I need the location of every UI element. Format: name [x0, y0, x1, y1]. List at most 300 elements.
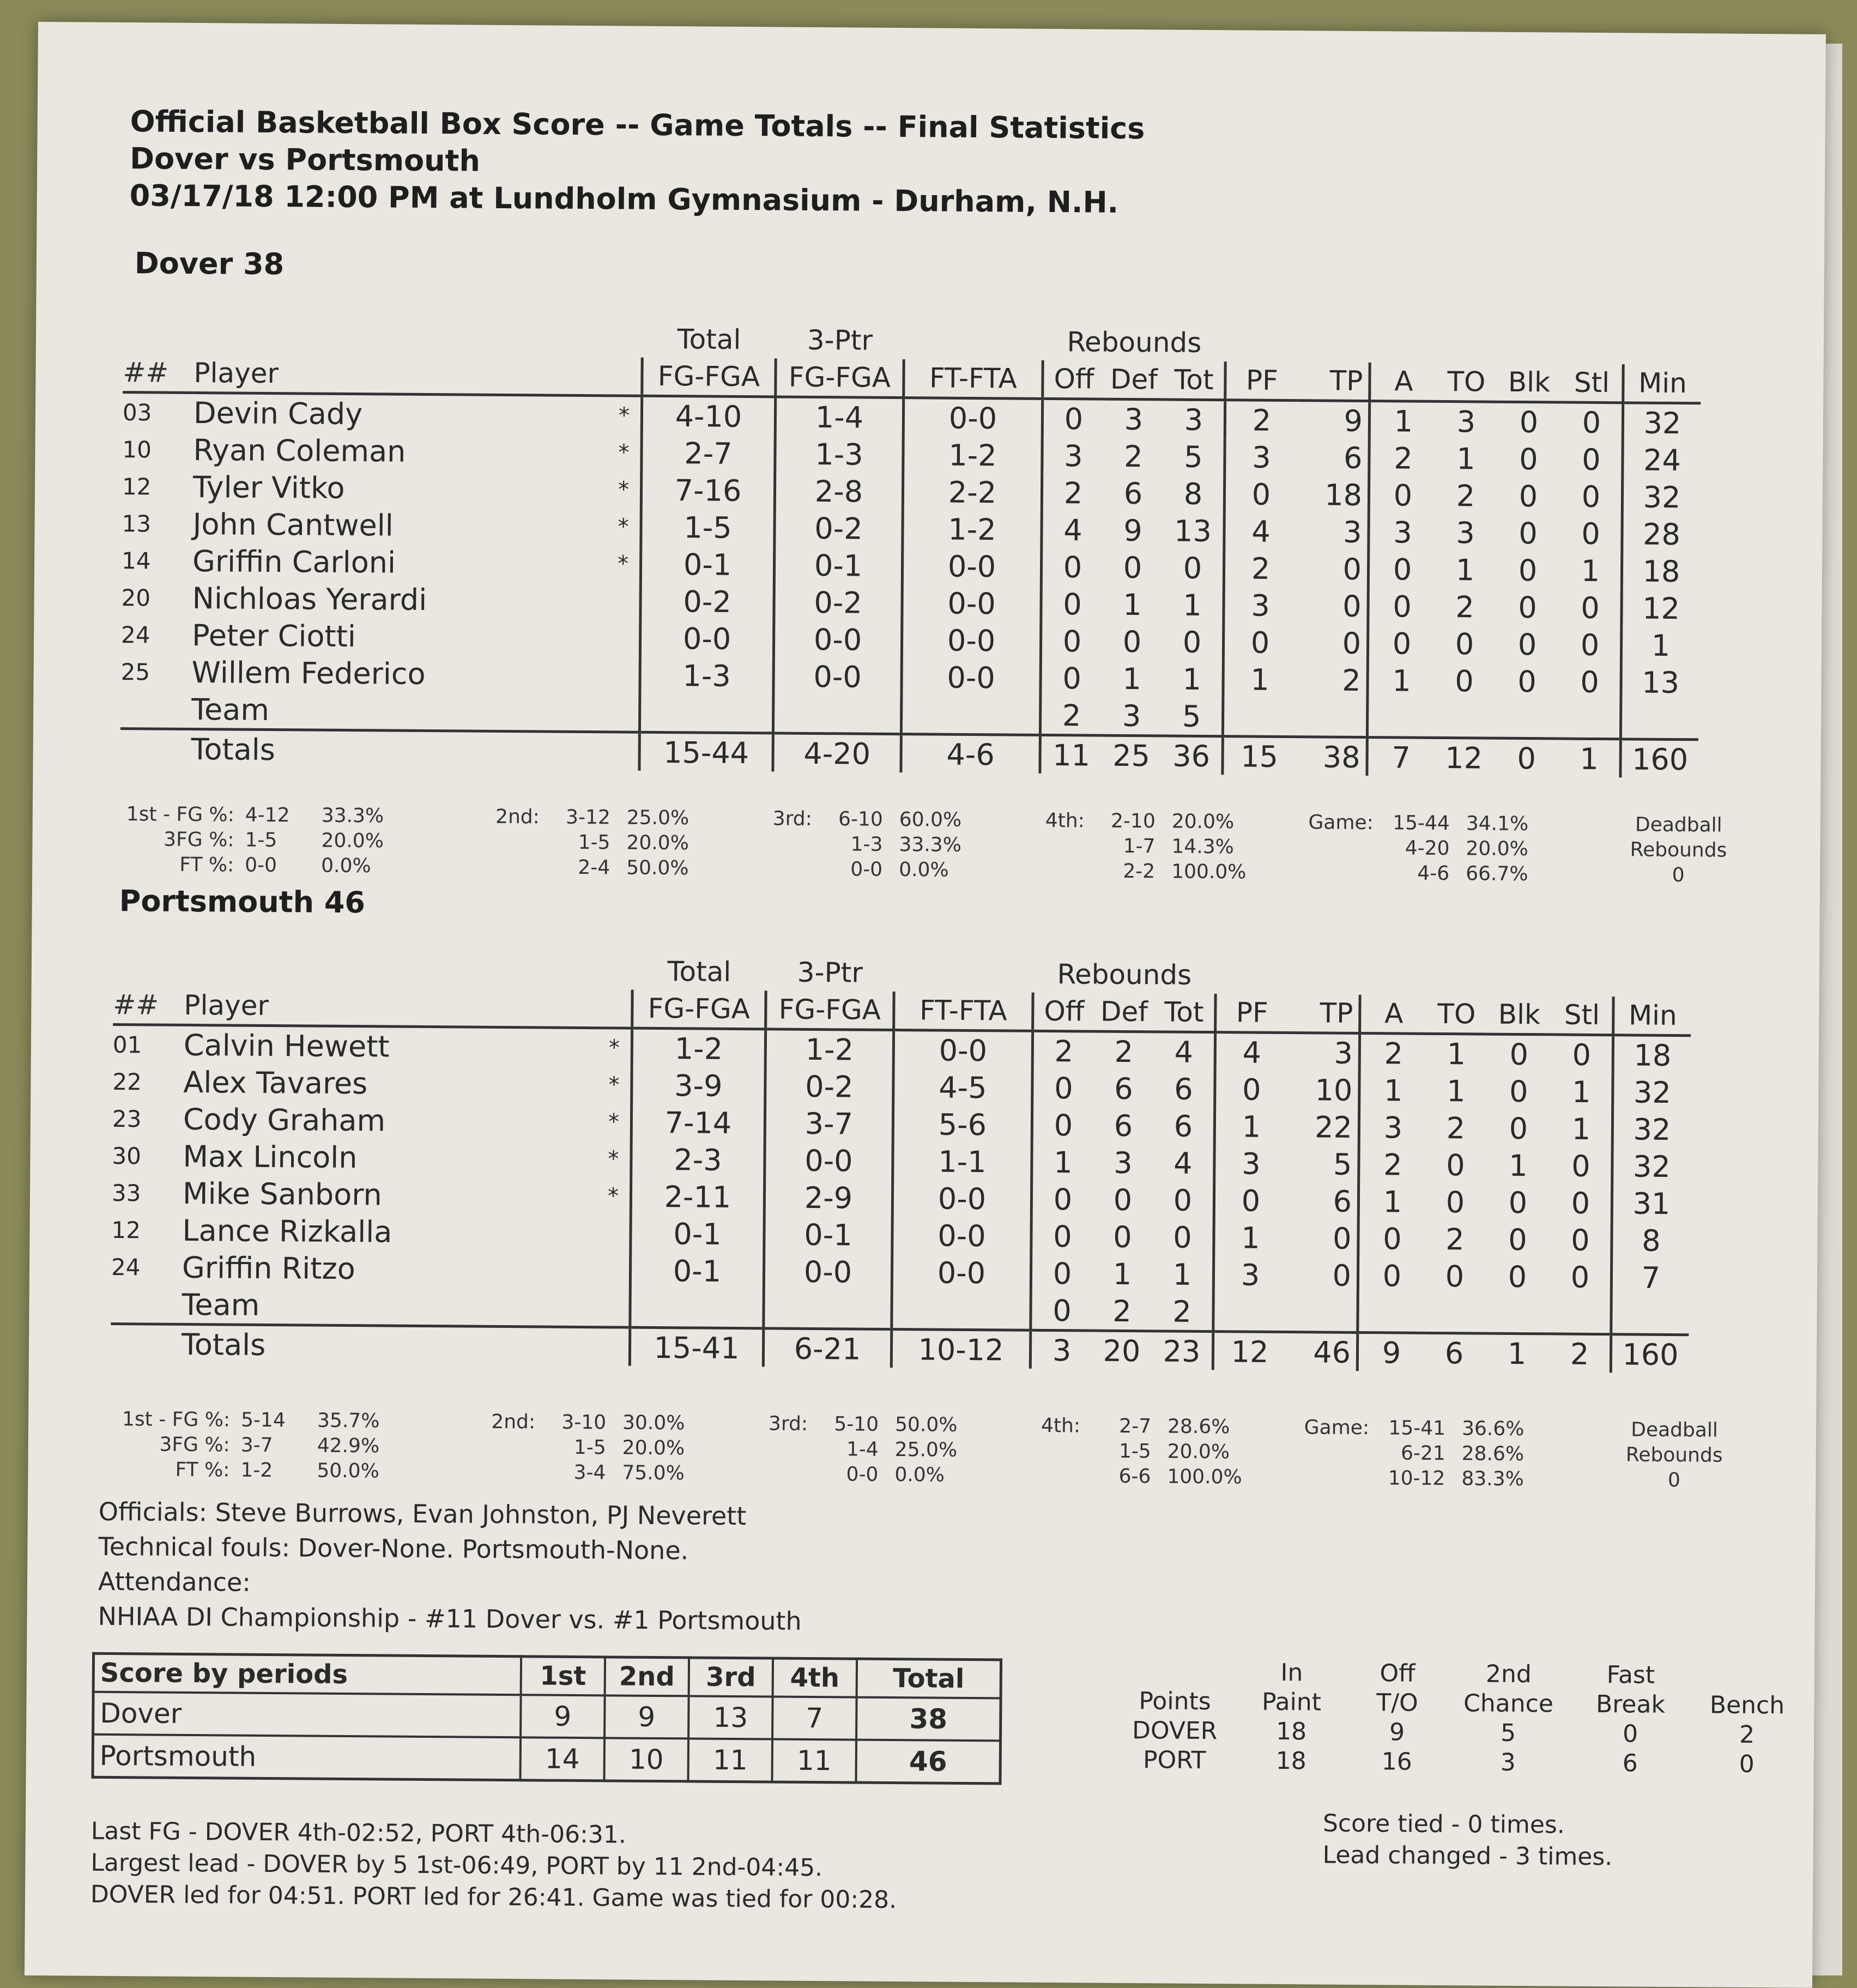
stat-off: 0 [1031, 1255, 1092, 1292]
pct-line: 6-21 [1400, 1442, 1445, 1465]
stat-to: 2 [1445, 1222, 1465, 1256]
stat-pf: 3 [1242, 1146, 1261, 1181]
stat-pf: 4 [1251, 514, 1271, 549]
score-header-row [93, 1653, 1001, 1698]
pct-line: 15-41 [1388, 1417, 1446, 1440]
points-header-cell: Break [1595, 1690, 1666, 1719]
stat-pf: 1 [1241, 1220, 1260, 1255]
stat-fg: 0-0 [640, 620, 773, 658]
starter-mark [606, 582, 640, 619]
score-row-portsmouth [93, 1735, 1001, 1784]
pct-line: Rebounds [1630, 838, 1727, 862]
pct-2nd-pct [622, 1411, 704, 1487]
stat-stl: 0 [1560, 589, 1622, 627]
score-header-total: Total [857, 1659, 1001, 1698]
stat-ft: 1-1 [893, 1143, 1032, 1181]
stat-to: 1 [1455, 552, 1475, 587]
stat-tot: 2 [1152, 1292, 1213, 1331]
stat-fg: 4-10 [642, 396, 775, 435]
pct-line: 30.0% [622, 1411, 685, 1435]
stat-to: 1 [1447, 1036, 1466, 1071]
pct-line: 1-5 [578, 831, 610, 854]
pct-3rd-label [758, 806, 812, 832]
header-tp: TP [1287, 994, 1360, 1033]
total-def: 25 [1101, 735, 1161, 774]
stat-tp [1285, 1294, 1358, 1332]
stat-blk: 0 [1517, 627, 1537, 662]
stat-min: 31 [1632, 1186, 1671, 1221]
stat-pf: 3 [1241, 1257, 1260, 1292]
starter-mark: * [618, 514, 629, 540]
points-header-bottom [1116, 1686, 1805, 1720]
player-number: 01 [112, 1031, 142, 1058]
stat-tp: 6 [1297, 439, 1369, 476]
header-number: ## [113, 986, 184, 1025]
player-number: 25 [120, 658, 150, 685]
stat-tot: 5 [1162, 697, 1223, 736]
blank-cell [598, 952, 633, 989]
header-a: A [1370, 362, 1437, 401]
points-cell: 18 [1275, 1747, 1306, 1775]
team-title-dover: Dover 38 [134, 246, 285, 282]
stat-ft: 0-0 [893, 1030, 1032, 1069]
pct-4th-pct [1167, 1415, 1260, 1490]
total-to: 12 [1433, 738, 1493, 776]
points-cell: 5 [1500, 1719, 1516, 1747]
player-number [120, 690, 191, 729]
pct-line: 3-10 [561, 1411, 607, 1434]
pct-line: 50.0% [894, 1413, 958, 1436]
stat-ft: 0-0 [902, 658, 1041, 697]
pct-1st-made [245, 803, 305, 879]
pct-line: 0.0% [899, 859, 949, 881]
points-header-cell [1117, 1657, 1233, 1687]
stat-stl: 0 [1559, 663, 1621, 701]
stat-ft: 0-0 [903, 398, 1042, 437]
points-header-cell [1689, 1660, 1806, 1690]
score-period: 9 [604, 1695, 689, 1738]
points-cell: 3 [1500, 1748, 1516, 1776]
stat-to: 0 [1455, 626, 1474, 661]
total-fg: 15-44 [639, 732, 773, 771]
stat-blk: 0 [1519, 442, 1538, 476]
points-cell: 9 [1389, 1718, 1405, 1747]
pct-2nd-pct [626, 806, 709, 881]
stat-ft: 4-5 [893, 1068, 1032, 1107]
stat-stl: 0 [1550, 1221, 1612, 1259]
stat-tp: 3 [1287, 1033, 1360, 1072]
lead-changed-line: Lead changed - 3 times. [1322, 1841, 1613, 1871]
pct-3rd-label [753, 1411, 808, 1437]
player-name: John Cantwell [192, 506, 394, 543]
pct-line: 5-14 [240, 1409, 286, 1432]
score-header-3rd: 3rd [689, 1658, 773, 1697]
header-rebounds: Rebounds [1067, 326, 1202, 359]
stat-fg: 2-3 [631, 1141, 765, 1179]
stat-tp3 [764, 1290, 892, 1329]
stat-blk: 0 [1509, 1111, 1528, 1146]
stat-tp3: 0-1 [774, 546, 902, 584]
header-stl: Stl [1562, 364, 1623, 403]
stat-tp: 0 [1286, 1256, 1358, 1294]
stat-def: 1 [1122, 661, 1142, 696]
total-ft: 4-6 [901, 734, 1040, 774]
player-number: 14 [121, 547, 151, 574]
points-summary-table [1116, 1657, 1806, 1779]
stat-fg: 0-2 [640, 583, 774, 621]
pct-labels [103, 802, 234, 878]
pct-1st-pct [321, 803, 403, 879]
pct-2nd-label [481, 1410, 535, 1435]
stat-blk [1494, 700, 1559, 739]
stat-off: 0 [1042, 398, 1104, 437]
pct-line: 20.0% [626, 831, 689, 855]
stat-fg [630, 1289, 764, 1328]
stat-a: 2 [1394, 440, 1413, 476]
player-number: 22 [112, 1068, 142, 1095]
game-notes [98, 1494, 802, 1639]
player-name: Ryan Coleman [193, 432, 406, 469]
total-tp3: 6-21 [763, 1328, 891, 1368]
total-blk: 0 [1493, 738, 1559, 777]
stat-min [1611, 1296, 1689, 1334]
stat-a [1367, 699, 1434, 738]
pct-line: 50.0% [317, 1459, 379, 1483]
pct-line: 4-12 [245, 803, 290, 827]
points-row-dover [1116, 1715, 1805, 1750]
player-name: Peter Ciotti [191, 618, 356, 654]
points-cell: 0 [1739, 1750, 1755, 1778]
stat-tot: 4 [1153, 1144, 1214, 1182]
stat-to [1424, 1295, 1484, 1333]
points-row-port [1116, 1745, 1805, 1779]
stat-a: 1 [1392, 663, 1412, 698]
header-number: ## [123, 354, 193, 392]
header-to: TO [1426, 995, 1486, 1034]
pct-line: 28.6% [1461, 1442, 1525, 1466]
starter-mark: * [608, 1035, 620, 1061]
stat-fg [639, 694, 773, 733]
pct-line: 0-0 [850, 858, 883, 881]
stat-tot: 6 [1153, 1070, 1215, 1108]
stat-def: 6 [1114, 1108, 1133, 1143]
pct-line: 1st - FG %: [122, 1408, 231, 1431]
pct-line: 66.7% [1466, 862, 1528, 886]
score-period: 7 [772, 1696, 857, 1739]
stat-pf [1213, 1293, 1286, 1332]
blank-cell [596, 1327, 630, 1366]
stat-tot: 0 [1153, 1181, 1214, 1219]
pct-line: 1-4 [846, 1438, 879, 1461]
pct-line: 0-0 [245, 854, 277, 877]
stat-a: 0 [1393, 478, 1413, 513]
header-pf: PF [1215, 994, 1288, 1032]
stat-min: 18 [1642, 554, 1680, 589]
pct-line: 60.0% [899, 808, 962, 831]
stat-pf: 3 [1251, 588, 1270, 623]
pct-line: Deadball [1635, 813, 1722, 837]
points-header-cell: Points [1139, 1687, 1211, 1715]
stat-off: 0 [1032, 1069, 1094, 1107]
stat-off: 0 [1031, 1181, 1093, 1218]
stat-blk: 0 [1519, 404, 1539, 439]
stat-tp: 0 [1296, 587, 1368, 625]
header-ft: FT-FTA [894, 992, 1033, 1031]
pct-line: 4th: [1041, 1414, 1081, 1437]
pct-line: 0.0% [321, 854, 371, 878]
pct-4th-made [1095, 809, 1156, 885]
stat-off: 1 [1032, 1144, 1093, 1181]
stat-tp: 0 [1296, 550, 1369, 588]
stat-to: 0 [1455, 663, 1474, 698]
pct-line: 3-12 [565, 806, 610, 829]
pct-line: 0.0% [894, 1464, 945, 1487]
starter-mark: * [607, 1183, 619, 1209]
pct-line: 28.6% [1167, 1415, 1230, 1439]
stat-to: 2 [1456, 478, 1475, 513]
stat-def: 1 [1112, 1256, 1132, 1291]
stat-to: 0 [1446, 1147, 1465, 1182]
stat-stl [1559, 700, 1621, 739]
stat-a: 1 [1394, 403, 1413, 439]
starter-mark [596, 1252, 631, 1289]
score-team: Portsmouth [93, 1735, 521, 1780]
stat-a: 0 [1392, 626, 1412, 661]
score-total: 38 [856, 1697, 1001, 1741]
pct-line: 1-2 [240, 1459, 273, 1482]
header-to: TO [1436, 363, 1496, 402]
stat-tp3 [773, 694, 901, 734]
total-min: 160 [1611, 1334, 1689, 1373]
stat-min: 13 [1642, 665, 1680, 700]
stat-tot: 5 [1163, 438, 1225, 475]
player-number: 12 [122, 473, 152, 500]
stat-min: 32 [1643, 406, 1681, 440]
score-period: 10 [604, 1738, 688, 1781]
stat-tp3: 0-0 [765, 1141, 893, 1180]
pct-line: 100.0% [1171, 860, 1247, 884]
stat-to: 2 [1446, 1110, 1466, 1145]
total-tot: 23 [1152, 1331, 1213, 1370]
blank-cell [113, 949, 184, 987]
stat-ft: 5-6 [893, 1105, 1032, 1144]
stat-off: 0 [1032, 1107, 1093, 1144]
stat-off: 0 [1031, 1292, 1092, 1331]
technical-fouls-line: Technical fouls: Dover-None. Portsmouth-None. [98, 1531, 689, 1566]
starter-mark: * [608, 1072, 620, 1098]
stat-ft: 0-0 [892, 1217, 1031, 1255]
blank-cell [598, 989, 632, 1028]
total-to: 6 [1424, 1333, 1484, 1371]
pct-line: 3FG %: [164, 828, 234, 851]
blank-cell [1215, 957, 1691, 997]
pct-line: 20.0% [1171, 810, 1235, 833]
pct-line: 100.0% [1167, 1465, 1242, 1489]
header-tot: Tot [1154, 993, 1215, 1032]
stat-fg: 7-14 [631, 1104, 765, 1142]
stat-off: 4 [1042, 511, 1103, 549]
stat-tp3: 1-4 [775, 397, 903, 436]
blank-cell [904, 322, 1043, 360]
stat-blk [1484, 1295, 1550, 1334]
header-blk: Blk [1496, 364, 1562, 402]
pct-line: 6-6 [1118, 1465, 1151, 1488]
stat-a: 0 [1382, 1258, 1402, 1294]
stat-blk: 0 [1519, 516, 1538, 551]
header-tp3: FG-FGA [766, 990, 894, 1030]
pct-3rd-pct [894, 1412, 977, 1488]
player-number: 23 [112, 1105, 142, 1132]
championship-line: NHIAA DI Championship - #11 Dover vs. #1 Portsmouth [98, 1601, 802, 1636]
stat-min: 32 [1633, 1111, 1671, 1147]
stat-stl: 0 [1552, 1035, 1613, 1073]
stat-blk: 0 [1518, 590, 1537, 625]
pct-3rd-made [822, 807, 883, 883]
total-off: 11 [1040, 735, 1102, 774]
pct-line: 20.0% [321, 829, 384, 853]
stat-stl: 1 [1551, 1073, 1613, 1110]
total-def: 20 [1092, 1331, 1152, 1369]
player-name: Griffin Carloni [192, 543, 396, 580]
last-fg-line: Last FG - DOVER 4th-02:52, PORT 4th-06:31. [90, 1817, 627, 1849]
pct-line: 36.6% [1461, 1417, 1525, 1441]
pct-line: 25.0% [894, 1439, 958, 1461]
stat-blk: 0 [1509, 1074, 1528, 1109]
player-name: Devin Cady [193, 395, 363, 431]
pct-line: Deadball [1631, 1418, 1719, 1442]
blank-cell [194, 317, 608, 357]
points-header-cell: Chance [1463, 1689, 1554, 1718]
stat-def: 2 [1112, 1294, 1132, 1328]
stat-blk: 0 [1508, 1185, 1528, 1220]
stat-stl: 0 [1562, 402, 1623, 441]
stat-min: 7 [1641, 1260, 1661, 1295]
pct-line: 25.0% [626, 806, 689, 830]
score-period: 11 [772, 1739, 856, 1782]
points-header-cell: Off [1380, 1659, 1416, 1688]
pct-2nd-label [485, 805, 540, 830]
header-total: Total [667, 956, 731, 988]
header-blk: Blk [1486, 996, 1552, 1035]
team-title-portsmouth: Portsmouth 46 [119, 884, 366, 920]
stat-fg: 0-1 [640, 546, 774, 584]
header-stl: Stl [1552, 996, 1613, 1035]
stat-to: 2 [1455, 589, 1474, 624]
stat-tp3: 1-2 [765, 1029, 893, 1068]
stat-blk: 0 [1508, 1259, 1527, 1294]
stat-to: 1 [1446, 1073, 1466, 1108]
stat-def: 0 [1113, 1219, 1132, 1254]
total-pf: 12 [1213, 1332, 1285, 1370]
player-name: Nichloas Yerardi [192, 581, 427, 617]
total-a: 9 [1357, 1332, 1424, 1371]
stat-fg: 2-11 [631, 1178, 764, 1216]
blank-cell [120, 729, 191, 768]
header-def: Def [1094, 993, 1154, 1032]
header-a: A [1360, 995, 1427, 1034]
header-player: Player [184, 987, 598, 1028]
player-number: 12 [111, 1216, 141, 1243]
header-line-2: Dover vs Portsmouth [130, 141, 481, 178]
stat-tp3: 0-1 [764, 1216, 892, 1254]
player-name: Lance Rizkalla [182, 1213, 392, 1249]
stat-min: 32 [1633, 1074, 1671, 1110]
starter-mark [596, 1214, 631, 1252]
pct-line: 1-5 [245, 829, 277, 852]
stat-tot: 0 [1162, 623, 1224, 661]
stat-ft: 1-2 [903, 436, 1042, 474]
stat-tot: 1 [1162, 586, 1224, 624]
stat-off: 0 [1041, 660, 1102, 697]
stat-off: 2 [1032, 1031, 1094, 1069]
box-score-table [120, 317, 1701, 778]
stat-pf: 2 [1251, 551, 1271, 586]
starter-mark [606, 619, 640, 656]
pct-line: Game: [1304, 1416, 1370, 1440]
stat-stl: 0 [1551, 1147, 1612, 1185]
stat-stl: 0 [1561, 441, 1623, 479]
stat-min: 8 [1642, 1223, 1661, 1258]
pct-3rd-pct [899, 807, 981, 883]
stat-stl: 0 [1560, 515, 1622, 553]
stat-a: 1 [1383, 1073, 1403, 1108]
header-ft: FT-FTA [904, 359, 1043, 398]
stat-ft [901, 696, 1040, 735]
pct-game-label [1298, 1415, 1369, 1441]
header-total: Total [677, 323, 741, 356]
stat-stl [1550, 1295, 1611, 1334]
stat-def: 2 [1114, 1034, 1134, 1069]
stat-min: 32 [1643, 480, 1681, 515]
stat-a: 0 [1383, 1221, 1402, 1256]
stat-tp3: 0-2 [765, 1067, 893, 1105]
stat-blk: 0 [1518, 553, 1538, 588]
total-blk: 1 [1484, 1333, 1550, 1372]
pct-4th-made [1091, 1414, 1151, 1490]
header-rebounds: Rebounds [1057, 958, 1192, 991]
stat-def: 3 [1122, 698, 1141, 733]
stat-stl: 0 [1560, 626, 1622, 664]
total-tot: 36 [1161, 736, 1223, 775]
pct-labels [99, 1407, 230, 1483]
attendance-line: Attendance: [98, 1566, 251, 1597]
pct-line: 1-3 [850, 833, 883, 856]
box-score-sheet [25, 22, 1826, 1988]
stat-tp3: 0-0 [773, 620, 902, 658]
score-period: 9 [521, 1695, 605, 1738]
blank-cell [608, 320, 643, 357]
points-cell: 2 [1739, 1720, 1755, 1749]
pct-line: 10-12 [1388, 1467, 1445, 1490]
score-by-periods-table [92, 1652, 1003, 1785]
stat-min: 32 [1632, 1149, 1671, 1184]
total-tp3: 4-20 [773, 733, 901, 772]
stat-ft: 0-0 [902, 621, 1041, 660]
stat-stl: 0 [1550, 1258, 1612, 1296]
points-cell: 18 [1275, 1717, 1307, 1745]
pct-line: 3rd: [772, 807, 812, 830]
player-name: Alex Tavares [183, 1065, 368, 1101]
pct-line: Rebounds [1625, 1443, 1723, 1467]
stat-off: 0 [1041, 585, 1103, 623]
pct-3rd-made [818, 1412, 879, 1488]
points-header-top [1117, 1657, 1806, 1691]
stat-ft: 0-0 [902, 584, 1041, 623]
pct-line: FT %: [175, 1458, 230, 1482]
stat-tp3: 0-2 [774, 583, 902, 621]
header-off: Off [1033, 993, 1094, 1031]
stat-ft: 0-0 [902, 547, 1041, 585]
